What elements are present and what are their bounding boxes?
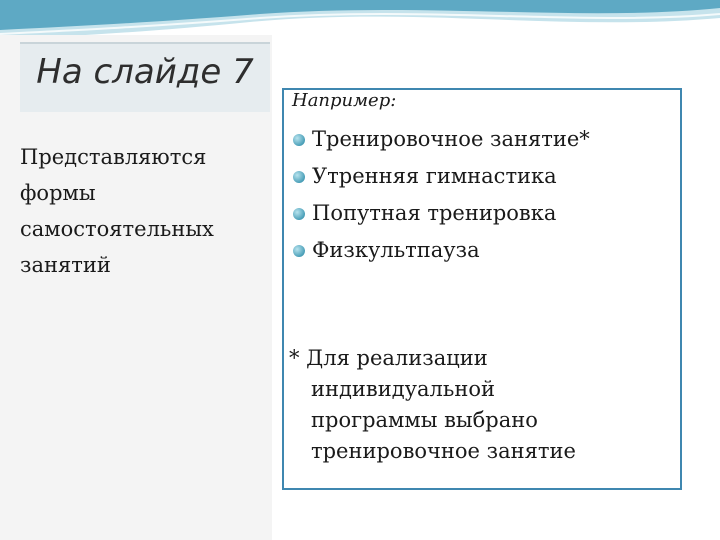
list-item <box>292 232 590 269</box>
bullet-dot-icon <box>293 208 305 220</box>
list-item-label: Попутная тренировка <box>312 201 557 225</box>
list-item <box>292 158 590 195</box>
example-label: Например: <box>292 90 397 111</box>
list-item-label: Утренняя гимнастика <box>312 164 557 188</box>
bullet-dot-icon <box>293 134 305 146</box>
list-item-label: Тренировочное занятие* <box>312 127 590 151</box>
left-text-line: формы <box>20 181 96 205</box>
slide-title: На слайде 7 <box>36 52 254 92</box>
left-text-line: занятий <box>20 253 111 277</box>
list-item <box>292 121 590 158</box>
left-text-line: Представляются <box>20 145 207 169</box>
footnote <box>289 343 649 467</box>
bullet-dot-icon <box>293 245 305 257</box>
left-text-line: самостоятельных <box>20 217 214 241</box>
bullet-list <box>292 121 590 269</box>
footnote-line: индивидуальной <box>311 377 495 401</box>
footnote-line: программы выбрано <box>311 408 538 432</box>
left-description <box>20 139 270 283</box>
bullet-dot-icon <box>293 171 305 183</box>
list-item-label: Физкультпауза <box>312 238 480 262</box>
list-item <box>292 195 590 232</box>
footnote-line: * Для реализации <box>289 346 488 370</box>
footnote-line: тренировочное занятие <box>311 439 576 463</box>
